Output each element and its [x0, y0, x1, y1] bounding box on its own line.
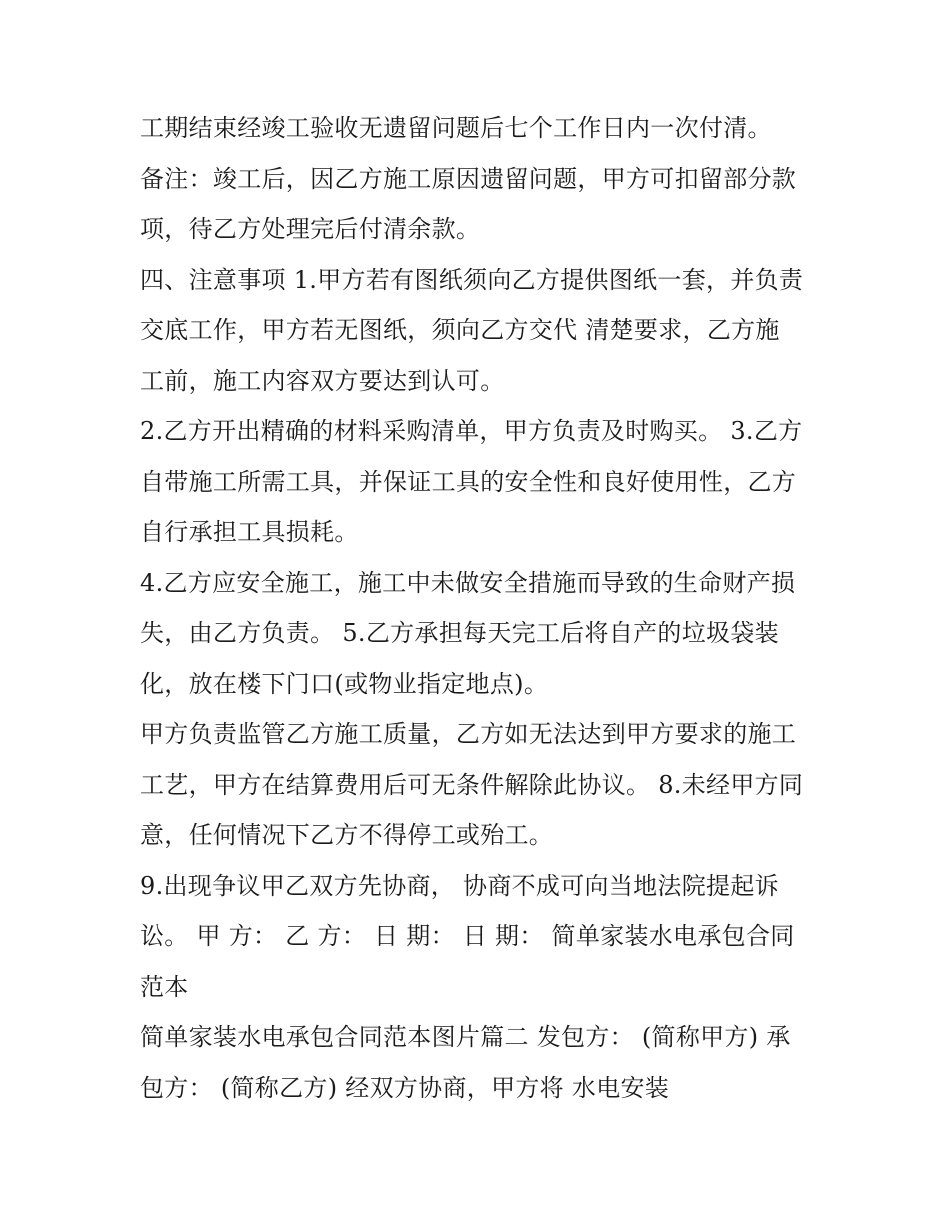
text-line: 化，放在楼下门口(或物业指定地点)。 — [140, 669, 549, 698]
text-line: 四、注意事项 1.甲方若有图纸须向乙方提供图纸一套，并负责 — [140, 265, 804, 294]
text-line: 4.乙方应安全施工，施工中未做安全措施而导致的生命财产损 — [140, 568, 796, 597]
document-body — [140, 103, 820, 1113]
text-line: 备注：竣工后，因乙方施工原因遗留问题，甲方可扣留部分款 — [140, 164, 797, 193]
text-line: 工前，施工内容双方要达到认可。 — [140, 366, 505, 395]
text-line: 项，待乙方处理完后付清余款。 — [140, 215, 481, 243]
text-line: 包方： (简称乙方) 经双方协商，甲方将 水电安装 — [140, 1073, 670, 1102]
text-line: 9.出现争议甲乙双方先协商， 协商不成可向当地法院提起诉 — [140, 871, 779, 900]
text-line: 交底工作，甲方若无图纸，须向乙方交代 清楚要求，乙方施 — [140, 316, 780, 344]
text-line: 自行承担工具损耗。 — [140, 518, 359, 546]
text-line: 范本 — [140, 972, 189, 1001]
text-line: 工艺，甲方在结算费用后可无条件解除此协议。 8.未经甲方同 — [140, 770, 804, 799]
text-line: 自带施工所需工具，并保证工具的安全性和良好使用性，乙方 — [140, 467, 797, 496]
text-line: 2.乙方开出精确的材料采购清单，甲方负责及时购买。 3.乙方 — [140, 417, 803, 445]
text-line: 失，由乙方负责。 5.乙方承担每天完工后将自产的垃圾袋装 — [140, 619, 779, 647]
text-line: 简单家装水电承包合同范本图片篇二 发包方： (简称甲方) 承 — [140, 1023, 791, 1051]
text-line: 甲方负责监管乙方施工质量，乙方如无法达到甲方要求的施工 — [140, 720, 797, 748]
text-line: 工期结束经竣工验收无遗留问题后七个工作日内一次付清。 — [140, 114, 772, 142]
text-line: 讼。 甲 方： 乙 方： 日 期： 日 期： 简单家装水电承包合同 — [140, 922, 795, 950]
text-line: 意，任何情况下乙方不得停工或殆工。 — [140, 821, 554, 849]
